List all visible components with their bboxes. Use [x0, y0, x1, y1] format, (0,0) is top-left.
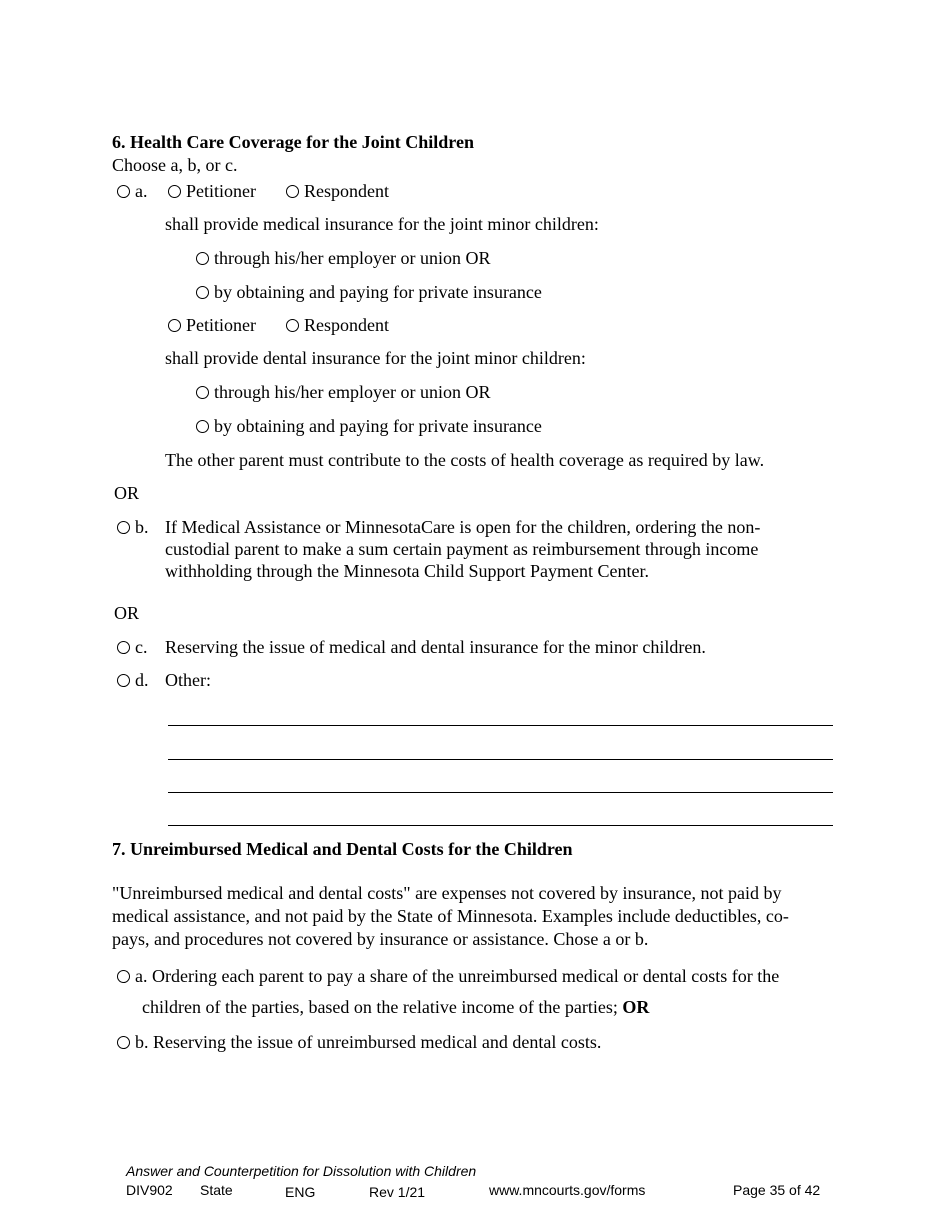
option-a-letter: a. — [135, 181, 148, 201]
option-a-radio[interactable] — [117, 185, 130, 198]
dental-private-label: by obtaining and paying for private insurance — [214, 416, 542, 436]
medical-respondent-label: Respondent — [304, 181, 389, 201]
option-c-radio[interactable] — [117, 641, 130, 654]
option-d-radio[interactable] — [117, 674, 130, 687]
footer-page-number: Page 35 of 42 — [733, 1182, 821, 1198]
option-c-text: Reserving the issue of medical and dental insurance for the minor children. — [165, 637, 706, 657]
or-separator-1: OR — [114, 483, 140, 503]
other-input-line-1[interactable] — [168, 725, 833, 726]
section-7-option-a-continued — [142, 996, 649, 1018]
section-6-instruction: Choose a, b, or c. — [112, 155, 238, 175]
medical-petitioner-radio[interactable] — [168, 185, 181, 198]
medical-private-label: by obtaining and paying for private insurance — [214, 282, 542, 302]
dental-respondent-option — [286, 314, 389, 336]
section-7-option-b-radio[interactable] — [117, 1036, 130, 1049]
dental-employer-radio[interactable] — [196, 386, 209, 399]
medical-employer-option — [196, 247, 490, 269]
option-d-row — [117, 669, 149, 691]
section-7-paragraph: "Unreimbursed medical and dental costs" are expenses not covered by insurance, not paid by medical assistance, and not paid by the State of Minnesota. Examples include deductibles, co-pays, and procedures not covered by insurance or assistance. Chose a or b. — [112, 883, 789, 949]
footer-revision: Rev 1/21 — [369, 1184, 426, 1200]
footer-form-title: Answer and Counterpetition for Dissolution with Children — [126, 1163, 477, 1179]
dental-private-option — [196, 415, 542, 437]
dental-respondent-label: Respondent — [304, 315, 389, 335]
medical-employer-radio[interactable] — [196, 252, 209, 265]
medical-private-radio[interactable] — [196, 286, 209, 299]
or-separator-2: OR — [114, 603, 140, 623]
section-7-option-a-radio[interactable] — [117, 970, 130, 983]
section-7-option-a-line2: children of the parties, based on the relative income of the parties; — [142, 997, 618, 1017]
other-input-line-3[interactable] — [168, 792, 833, 793]
option-d-text: Other: — [165, 670, 211, 690]
section-7-option-b-label: b. Reserving the issue of unreimbursed medical and dental costs. — [135, 1032, 602, 1052]
other-input-line-2[interactable] — [168, 759, 833, 760]
medical-employer-label: through his/her employer or union OR — [214, 248, 491, 268]
section-7-option-a-line1: a. Ordering each parent to pay a share of the unreimbursed medical or dental costs for the — [135, 966, 780, 986]
other-parent-text: The other parent must contribute to the costs of health coverage as required by law. — [165, 450, 765, 470]
dental-text: shall provide dental insurance for the joint minor children: — [165, 348, 586, 368]
section-7-option-a — [117, 965, 779, 987]
section-7-heading: 7. Unreimbursed Medical and Dental Costs for the Children — [112, 839, 573, 859]
dental-employer-label: through his/her employer or union OR — [214, 382, 491, 402]
dental-petitioner-option — [168, 314, 256, 336]
medical-respondent-option — [286, 180, 389, 202]
medical-petitioner-label: Petitioner — [186, 181, 256, 201]
medical-text: shall provide medical insurance for the joint minor children: — [165, 214, 599, 234]
option-d-letter: d. — [135, 670, 149, 690]
option-b-letter: b. — [135, 517, 149, 537]
option-b-text: If Medical Assistance or MinnesotaCare is open for the children, ordering the non-custodial parent to make a sum certain payment as reimbursement through income withholding through the Minnesota Child Support Payment Center. — [165, 517, 761, 581]
option-a-row — [117, 180, 148, 202]
dental-private-radio[interactable] — [196, 420, 209, 433]
footer-form-code: DIV902 — [126, 1182, 173, 1198]
other-input-line-4[interactable] — [168, 825, 833, 826]
section-7-option-a-or: OR — [622, 997, 650, 1017]
option-b-radio[interactable] — [117, 521, 130, 534]
footer-language: ENG — [285, 1184, 316, 1200]
dental-employer-option — [196, 381, 490, 403]
section-6-heading: 6. Health Care Coverage for the Joint Children — [112, 132, 474, 152]
section-7-option-b — [117, 1031, 601, 1053]
option-c-letter: c. — [135, 637, 148, 657]
dental-respondent-radio[interactable] — [286, 319, 299, 332]
footer-website: www.mncourts.gov/forms — [489, 1182, 646, 1198]
medical-respondent-radio[interactable] — [286, 185, 299, 198]
medical-private-option — [196, 281, 542, 303]
dental-petitioner-radio[interactable] — [168, 319, 181, 332]
option-c-row — [117, 636, 148, 658]
option-b-row — [117, 516, 149, 538]
medical-petitioner-option — [168, 180, 256, 202]
footer-jurisdiction: State — [200, 1182, 233, 1198]
dental-petitioner-label: Petitioner — [186, 315, 256, 335]
